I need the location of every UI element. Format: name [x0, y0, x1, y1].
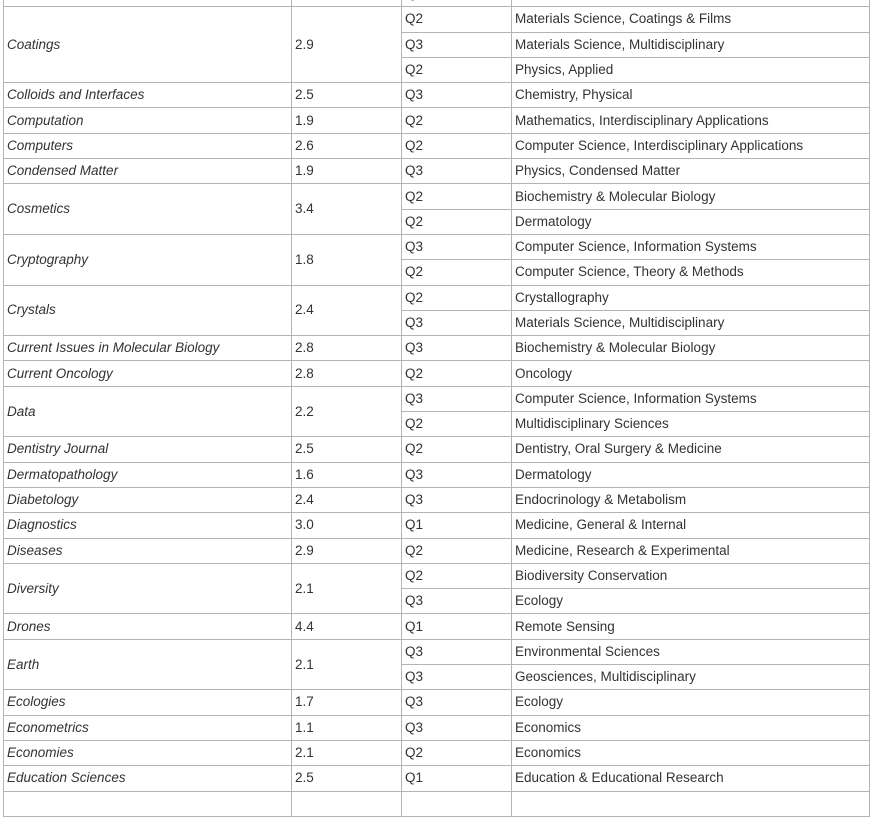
table-row: [4, 766, 870, 791]
quartile-cell: Q2: [402, 260, 512, 285]
table-row: [4, 361, 870, 386]
category-cell: Computer Science, Information Systems: [512, 386, 870, 411]
journal-name-cell: Ecologies: [4, 690, 292, 715]
category-cell: Physics, Applied: [512, 57, 870, 82]
impact-factor-cell: 2.8: [292, 336, 402, 361]
impact-factor-cell: 4.4: [292, 614, 402, 639]
journal-table: [3, 0, 870, 817]
impact-factor-cell: 2.5: [292, 766, 402, 791]
quartile-cell: Q3: [402, 234, 512, 259]
journal-name-cell: Computation: [4, 108, 292, 133]
category-cell: Economics: [512, 740, 870, 765]
impact-factor-cell: 2.5: [292, 437, 402, 462]
impact-factor-cell: 1.1: [292, 715, 402, 740]
impact-factor-cell: 3.4: [292, 184, 402, 235]
quartile-cell: Q3: [402, 462, 512, 487]
table-row: [4, 715, 870, 740]
journal-name-cell: Diversity: [4, 563, 292, 614]
quartile-cell: Q3: [402, 487, 512, 512]
quartile-cell: [402, 0, 512, 7]
quartile-cell: Q3: [402, 665, 512, 690]
journal-name-cell: Economies: [4, 740, 292, 765]
category-cell: Environmental Sciences: [512, 639, 870, 664]
journal-name-cell: Cryptography: [4, 234, 292, 285]
category-cell: Physics, Condensed Matter: [512, 159, 870, 184]
journal-name-cell: Diseases: [4, 538, 292, 563]
table-row: [4, 234, 870, 259]
impact-factor-cell: 1.9: [292, 159, 402, 184]
quartile-cell: Q2: [402, 184, 512, 209]
quartile-cell: [402, 791, 512, 816]
quartile-cell: Q1: [402, 614, 512, 639]
category-cell: [512, 791, 870, 816]
table-row: [4, 513, 870, 538]
table-row: [4, 386, 870, 411]
impact-factor-cell: 3.0: [292, 513, 402, 538]
table-row: [4, 133, 870, 158]
table-row: [4, 7, 870, 32]
category-cell: Crystallography: [512, 285, 870, 310]
table-row: [4, 159, 870, 184]
impact-factor-cell: 2.1: [292, 740, 402, 765]
category-cell: Materials Science, Coatings & Films: [512, 7, 870, 32]
journal-name-cell: Computers: [4, 133, 292, 158]
category-cell: Ecology: [512, 690, 870, 715]
table-row: [4, 614, 870, 639]
category-cell: Medicine, General & Internal: [512, 513, 870, 538]
journal-name-cell: Current Oncology: [4, 361, 292, 386]
journal-name-cell: Data: [4, 386, 292, 437]
journal-name-cell: Coatings: [4, 7, 292, 83]
category-cell: Mathematics, Interdisciplinary Applications: [512, 108, 870, 133]
impact-factor-cell: [292, 791, 402, 816]
quartile-cell: Q2: [402, 437, 512, 462]
table-row: [4, 487, 870, 512]
table-row: [4, 538, 870, 563]
impact-factor-cell: 2.1: [292, 563, 402, 614]
journal-name-cell: Crystals: [4, 285, 292, 336]
journal-name-cell: Dentistry Journal: [4, 437, 292, 462]
impact-factor-cell: 2.4: [292, 487, 402, 512]
category-cell: Medicine, Research & Experimental: [512, 538, 870, 563]
category-cell: Education & Educational Research: [512, 766, 870, 791]
quartile-cell: Q2: [402, 538, 512, 563]
table-row: [4, 285, 870, 310]
quartile-cell: Q2: [402, 57, 512, 82]
quartile-cell: Q2: [402, 361, 512, 386]
quartile-cell: Q2: [402, 740, 512, 765]
category-cell: Biochemistry & Molecular Biology: [512, 184, 870, 209]
quartile-cell: Q3: [402, 639, 512, 664]
category-cell: Economics: [512, 715, 870, 740]
journal-name-cell: Earth: [4, 639, 292, 690]
category-cell: Computer Science, Information Systems: [512, 234, 870, 259]
quartile-cell: Q3: [402, 336, 512, 361]
category-cell: Biodiversity Conservation: [512, 563, 870, 588]
table-row: [4, 336, 870, 361]
journal-name-cell: Drones: [4, 614, 292, 639]
quartile-cell: Q3: [402, 589, 512, 614]
category-cell: Materials Science, Multidisciplinary: [512, 310, 870, 335]
impact-factor-cell: 1.9: [292, 108, 402, 133]
quartile-cell: Q2: [402, 133, 512, 158]
table-row: [4, 437, 870, 462]
quartile-cell: Q3: [402, 690, 512, 715]
quartile-cell: Q1: [402, 513, 512, 538]
impact-factor-cell: 2.8: [292, 361, 402, 386]
category-cell: Oncology: [512, 361, 870, 386]
impact-factor-cell: 2.2: [292, 386, 402, 437]
table-row: [4, 563, 870, 588]
quartile-cell: Q3: [402, 715, 512, 740]
table-row: [4, 0, 870, 7]
impact-factor-cell: 2.1: [292, 639, 402, 690]
table-row: [4, 639, 870, 664]
quartile-cell: Q2: [402, 108, 512, 133]
category-cell: Geosciences, Multidisciplinary: [512, 665, 870, 690]
table-row: [4, 108, 870, 133]
category-cell: Dermatology: [512, 209, 870, 234]
quartile-cell: Q3: [402, 310, 512, 335]
quartile-cell: Q2: [402, 412, 512, 437]
table-row: [4, 184, 870, 209]
impact-factor-cell: 1.7: [292, 690, 402, 715]
quartile-cell: Q2: [402, 209, 512, 234]
quartile-cell: Q3: [402, 32, 512, 57]
category-cell: Computer Science, Theory & Methods: [512, 260, 870, 285]
category-cell: Remote Sensing: [512, 614, 870, 639]
journal-name-cell: Current Issues in Molecular Biology: [4, 336, 292, 361]
quartile-cell: Q2: [402, 7, 512, 32]
journal-name-cell: Colloids and Interfaces: [4, 83, 292, 108]
quartile-cell: Q3: [402, 159, 512, 184]
journal-table-body: [4, 0, 870, 816]
impact-factor-cell: 1.8: [292, 234, 402, 285]
category-cell: Materials Science, Multidisciplinary: [512, 32, 870, 57]
journal-name-cell: Diabetology: [4, 487, 292, 512]
journal-name-cell: Cosmetics: [4, 184, 292, 235]
category-cell: [512, 0, 870, 7]
quartile-cell: Q1: [402, 766, 512, 791]
category-cell: Dentistry, Oral Surgery & Medicine: [512, 437, 870, 462]
journal-name-cell: Econometrics: [4, 715, 292, 740]
category-cell: Dermatology: [512, 462, 870, 487]
quartile-cell: Q2: [402, 563, 512, 588]
category-cell: Ecology: [512, 589, 870, 614]
table-row: [4, 690, 870, 715]
category-cell: Biochemistry & Molecular Biology: [512, 336, 870, 361]
quartile-cell: Q3: [402, 386, 512, 411]
journal-name-cell: Education Sciences: [4, 766, 292, 791]
category-cell: Chemistry, Physical: [512, 83, 870, 108]
impact-factor-cell: 2.6: [292, 133, 402, 158]
quartile-cell: Q3: [402, 83, 512, 108]
journal-name-cell: [4, 791, 292, 816]
journal-name-cell: Dermatopathology: [4, 462, 292, 487]
table-row: [4, 83, 870, 108]
category-cell: Computer Science, Interdisciplinary Applications: [512, 133, 870, 158]
impact-factor-cell: 2.4: [292, 285, 402, 336]
table-row: [4, 791, 870, 816]
table-row: [4, 462, 870, 487]
impact-factor-cell: 2.9: [292, 538, 402, 563]
impact-factor-cell: 2.5: [292, 83, 402, 108]
journal-name-cell: Diagnostics: [4, 513, 292, 538]
category-cell: Multidisciplinary Sciences: [512, 412, 870, 437]
journal-name-cell: Condensed Matter: [4, 159, 292, 184]
journal-name-cell: [4, 0, 292, 7]
quartile-cell: Q2: [402, 285, 512, 310]
category-cell: Endocrinology & Metabolism: [512, 487, 870, 512]
table-container: [3, 0, 870, 817]
impact-factor-cell: 2.9: [292, 7, 402, 83]
impact-factor-cell: 1.6: [292, 462, 402, 487]
impact-factor-cell: [292, 0, 402, 7]
